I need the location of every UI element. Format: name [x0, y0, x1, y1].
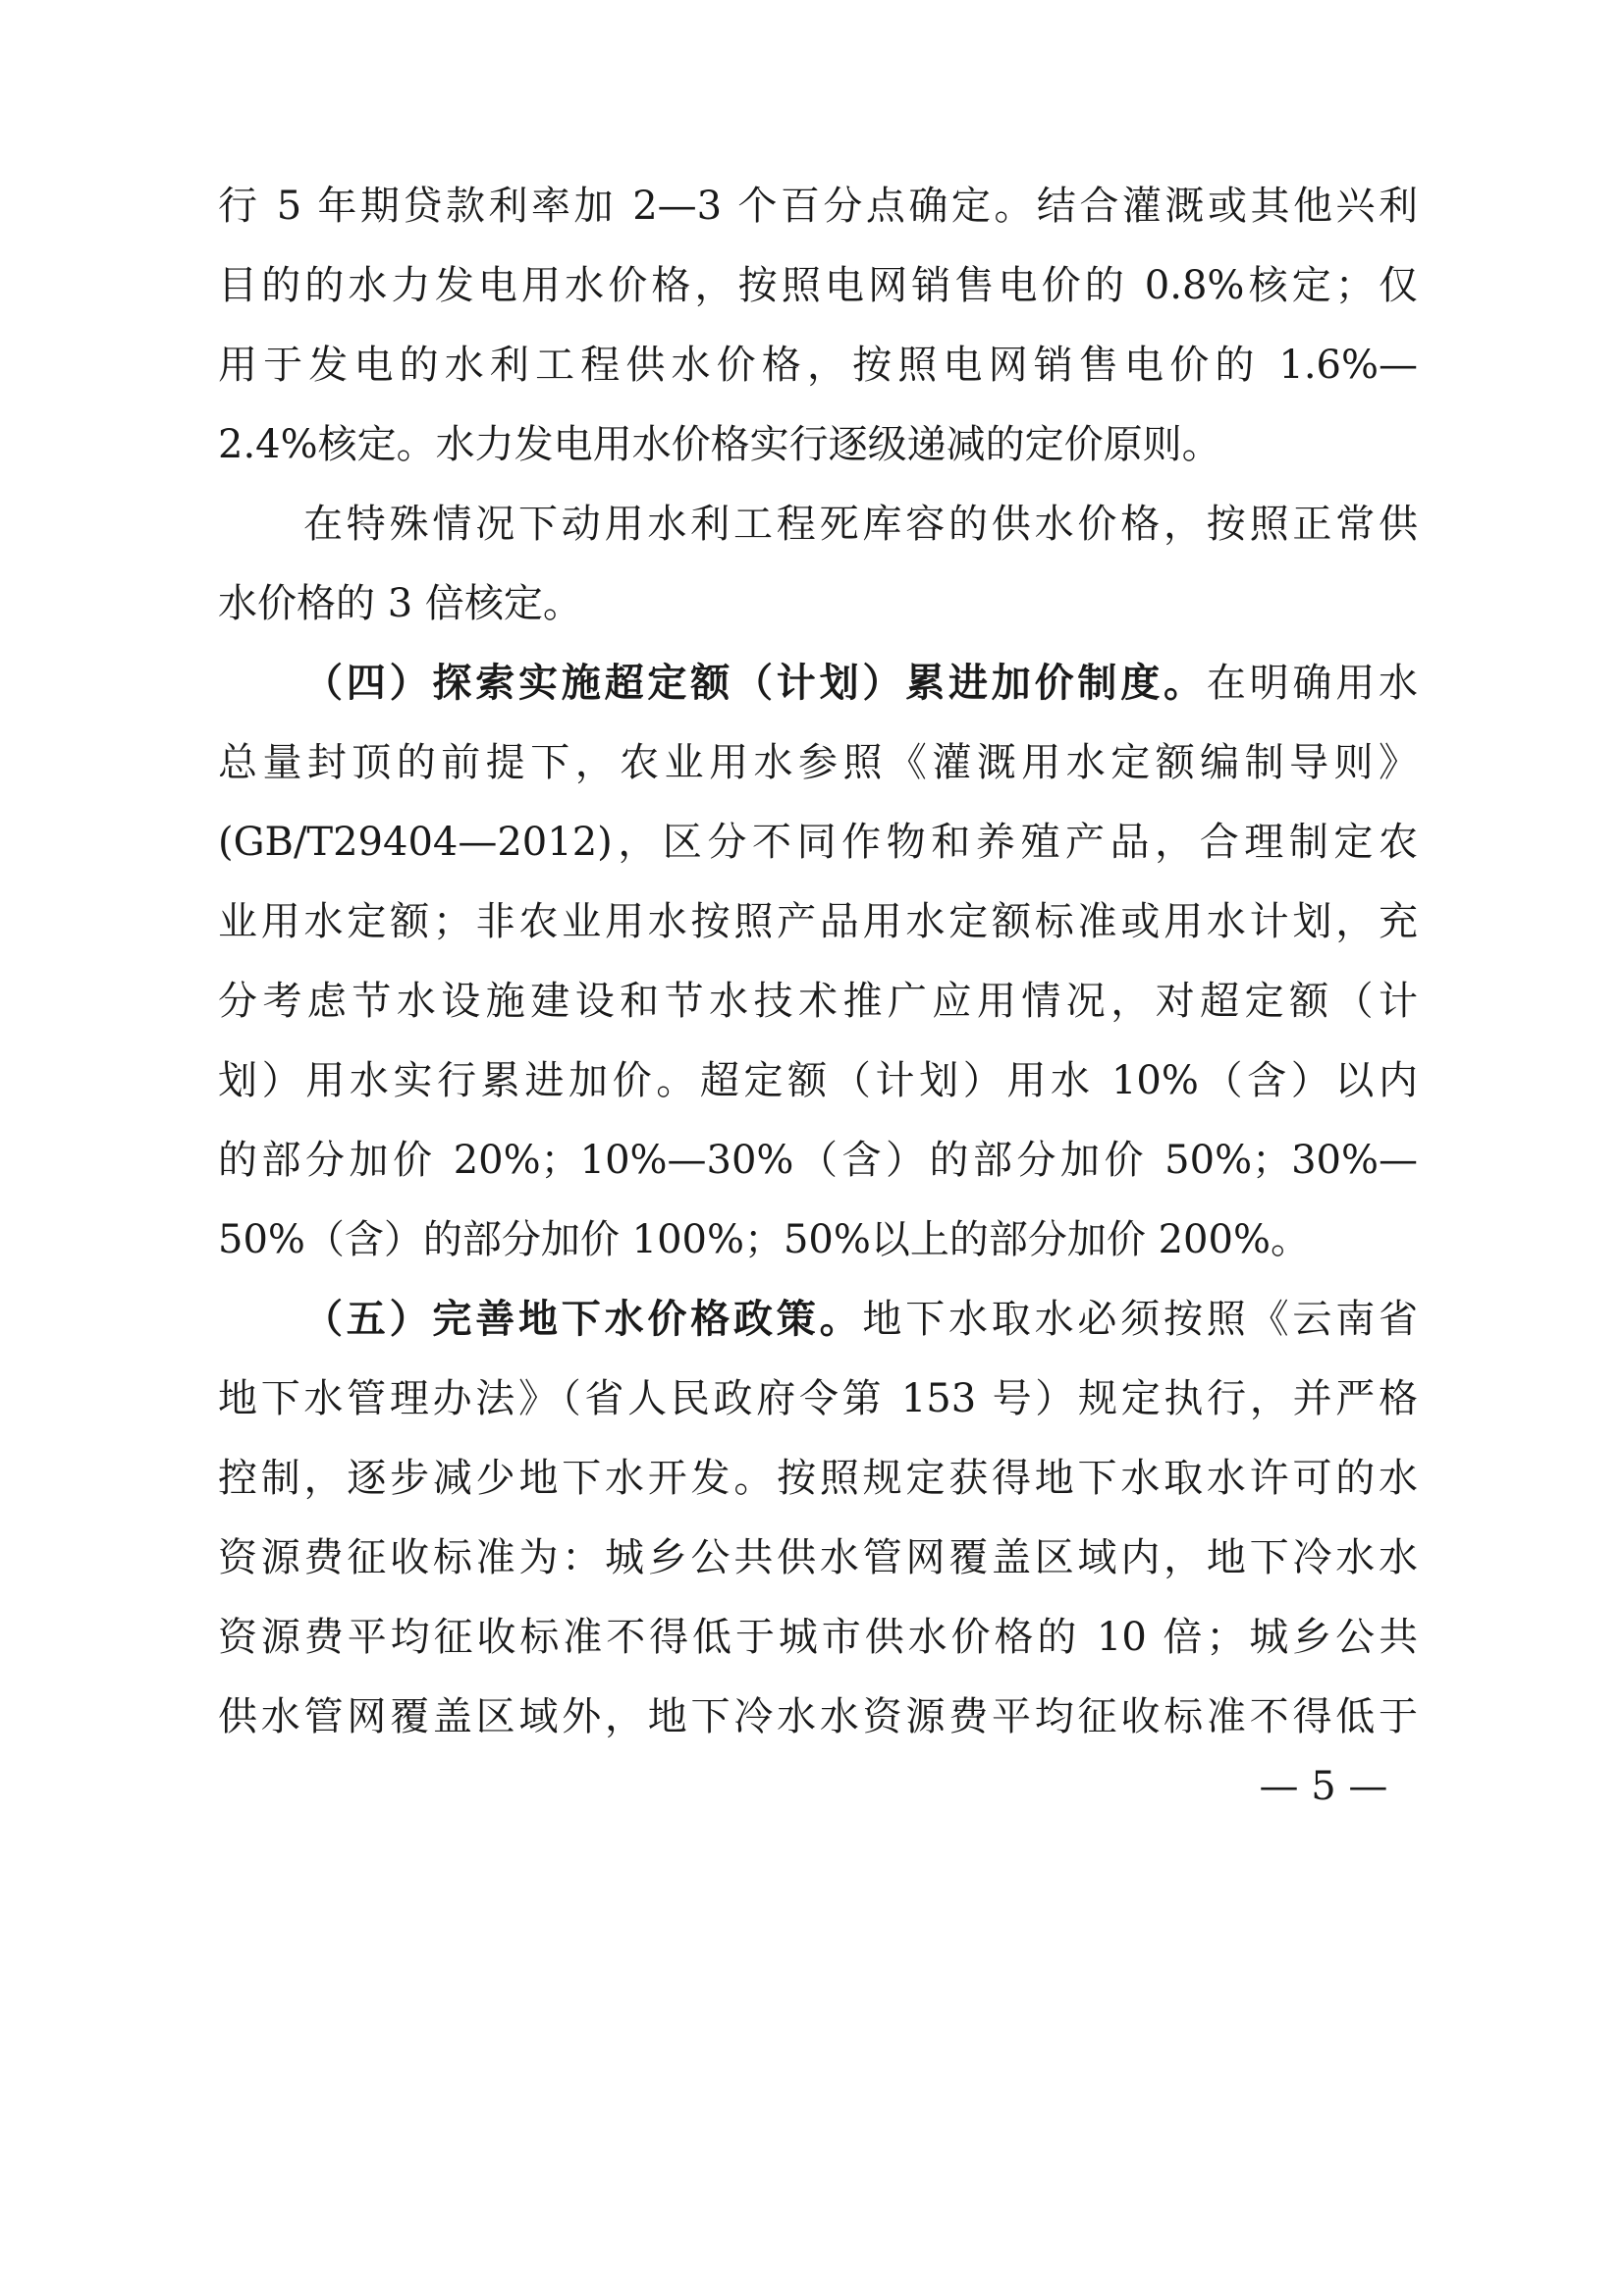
text-line: 地下水管理办法》（省人民政府令第 153 号）规定执行，并严格	[218, 1376, 1418, 1421]
text-line: 在特殊情况下动用水利工程死库容的供水价格，按照正常供	[303, 502, 1418, 547]
text-line: 的部分加价 20%；10%—30%（含）的部分加价 50%；30%—	[218, 1138, 1418, 1183]
section-heading-line	[303, 1285, 1418, 1354]
text-line: 用于发电的水利工程供水价格，按照电网销售电价的 1.6%—	[218, 343, 1418, 388]
text-line: 分考虑节水设施建设和节水技术推广应用情况，对超定额（计	[218, 979, 1418, 1024]
text-line: 供水管网覆盖区域外，地下冷水水资源费平均征收标准不得低于	[218, 1694, 1418, 1739]
text-line: 控制，逐步减少地下水开发。按照规定获得地下水取水许可的水	[218, 1456, 1418, 1501]
section-text: 在明确用水	[1206, 661, 1419, 706]
text-line: 资源费征收标准为：城乡公共供水管网覆盖区域内，地下冷水水	[218, 1535, 1418, 1580]
text-line: 资源费平均征收标准不得低于城市供水价格的 10 倍；城乡公共	[218, 1615, 1418, 1660]
section-heading: （五）完善地下水价格政策。	[303, 1296, 863, 1342]
text-line: (GB/T29404—2012)，区分不同作物和养殖产品，合理制定农	[218, 820, 1418, 865]
text-line: 50%（含）的部分加价 100%；50%以上的部分加价 200%。	[218, 1217, 1310, 1262]
text-line: 划）用水实行累进加价。超定额（计划）用水 10%（含）以内	[218, 1058, 1418, 1103]
text-line: 水价格的 3 倍核定。	[218, 581, 582, 626]
text-line: 总量封顶的前提下，农业用水参照《灌溉用水定额编制导则》	[218, 740, 1418, 785]
text-line: 2.4%核定。水力发电用水价格实行逐级递减的定价原则。	[218, 422, 1221, 467]
text-line: 目的的水力发电用水价格，按照电网销售电价的 0.8%核定；仅	[218, 263, 1418, 308]
page-number: — 5 —	[1259, 1764, 1388, 1809]
section-heading: （四）探索实施超定额（计划）累进加价制度。	[303, 660, 1207, 706]
section-text: 地下水取水必须按照《云南省	[862, 1297, 1419, 1342]
text-line: 业用水定额；非农业用水按照产品用水定额标准或用水计划，充	[218, 899, 1418, 944]
text-line: 行 5 年期贷款利率加 2—3 个百分点确定。结合灌溉或其他兴利	[218, 184, 1418, 229]
section-heading-line	[303, 649, 1418, 718]
